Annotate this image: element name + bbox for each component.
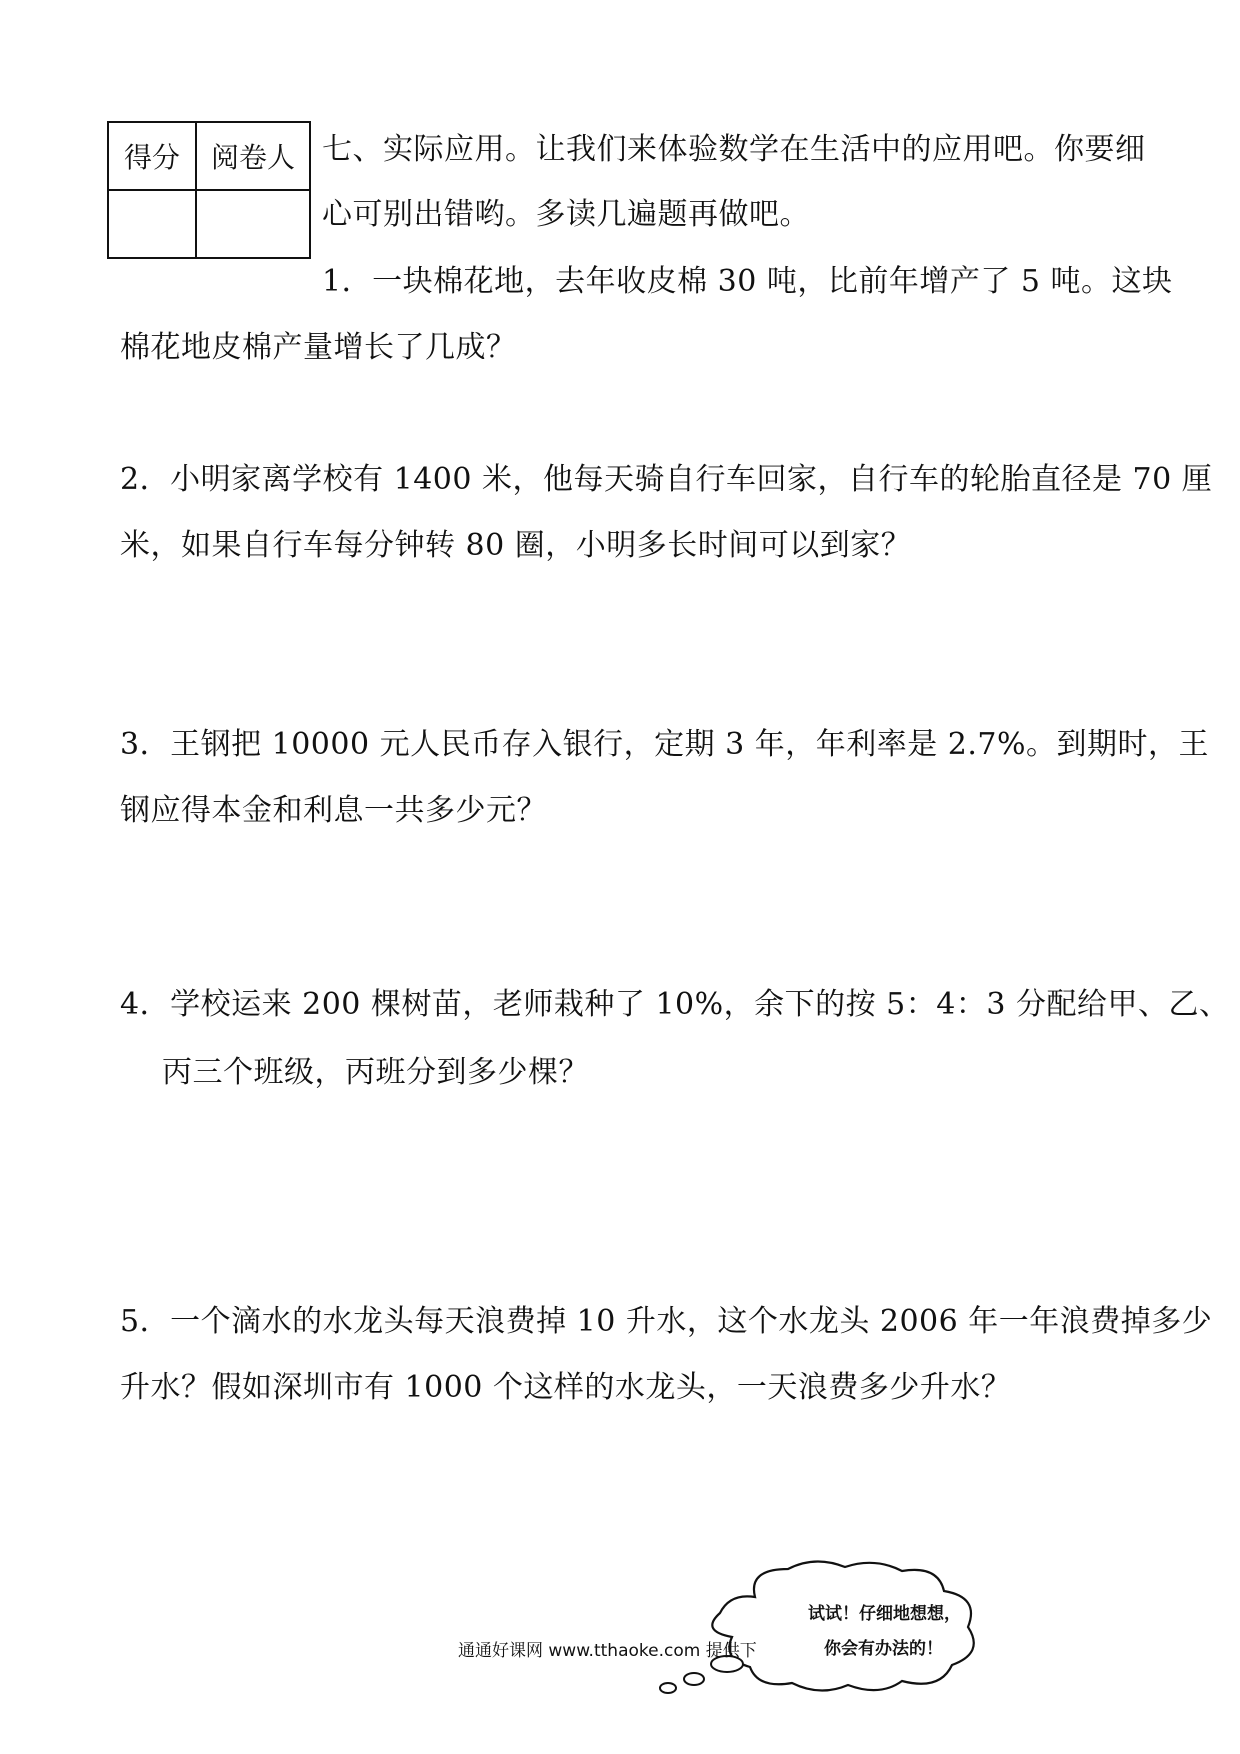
- grader-header: 阅卷人: [196, 122, 310, 190]
- question-4-line-2: 丙三个班级，丙班分到多少棵？: [162, 1055, 589, 1090]
- section-title-line-1: 七、实际应用。让我们来体验数学在生活中的应用吧。你要细: [322, 132, 1146, 167]
- question-3-line-2: 钢应得本金和利息一共多少元？: [120, 793, 547, 828]
- question-1-line-2: 棉花地皮棉产量增长了几成？: [120, 330, 517, 365]
- question-2-line-2: 米，如果自行车每分钟转 80 圈，小明多长时间可以到家？: [120, 528, 912, 563]
- score-table: [107, 121, 311, 259]
- question-5-line-1: 5．一个滴水的水龙头每天浪费掉 10 升水，这个水龙头 2006 年一年浪费掉多少: [120, 1304, 1213, 1339]
- score-cell[interactable]: [108, 190, 196, 258]
- question-2-line-1: 2．小明家离学校有 1400 米，他每天骑自行车回家，自行车的轮胎直径是 70 厘: [120, 462, 1213, 497]
- bubble-text-line-1: 试试！仔细地想想，: [808, 1604, 961, 1624]
- footer-credit: 通通好课网 www.tthaoke.com 提供下: [458, 1641, 757, 1661]
- question-5-line-2: 升水？假如深圳市有 1000 个这样的水龙头，一天浪费多少升水？: [120, 1370, 1012, 1405]
- bubble-text-line-2: 你会有办法的！: [824, 1639, 943, 1659]
- score-table-header-row: [108, 122, 310, 190]
- question-4-line-1: 4．学校运来 200 棵树苗，老师栽种了 10%，余下的按 5：4：3 分配给甲、乙、: [120, 987, 1230, 1022]
- grader-cell[interactable]: [196, 190, 310, 258]
- score-table-value-row: [108, 190, 310, 258]
- question-1-line-1: 1．一块棉花地，去年收皮棉 30 吨，比前年增产了 5 吨。这块: [322, 264, 1173, 299]
- score-header: 得分: [108, 122, 196, 190]
- question-3-line-1: 3．王钢把 10000 元人民币存入银行，定期 3 年，年利率是 2.7%。到期时，王: [120, 727, 1210, 762]
- section-title-line-2: 心可别出错哟。多读几遍题再做吧。: [322, 197, 810, 232]
- thought-bubble-icon: [640, 1555, 1020, 1700]
